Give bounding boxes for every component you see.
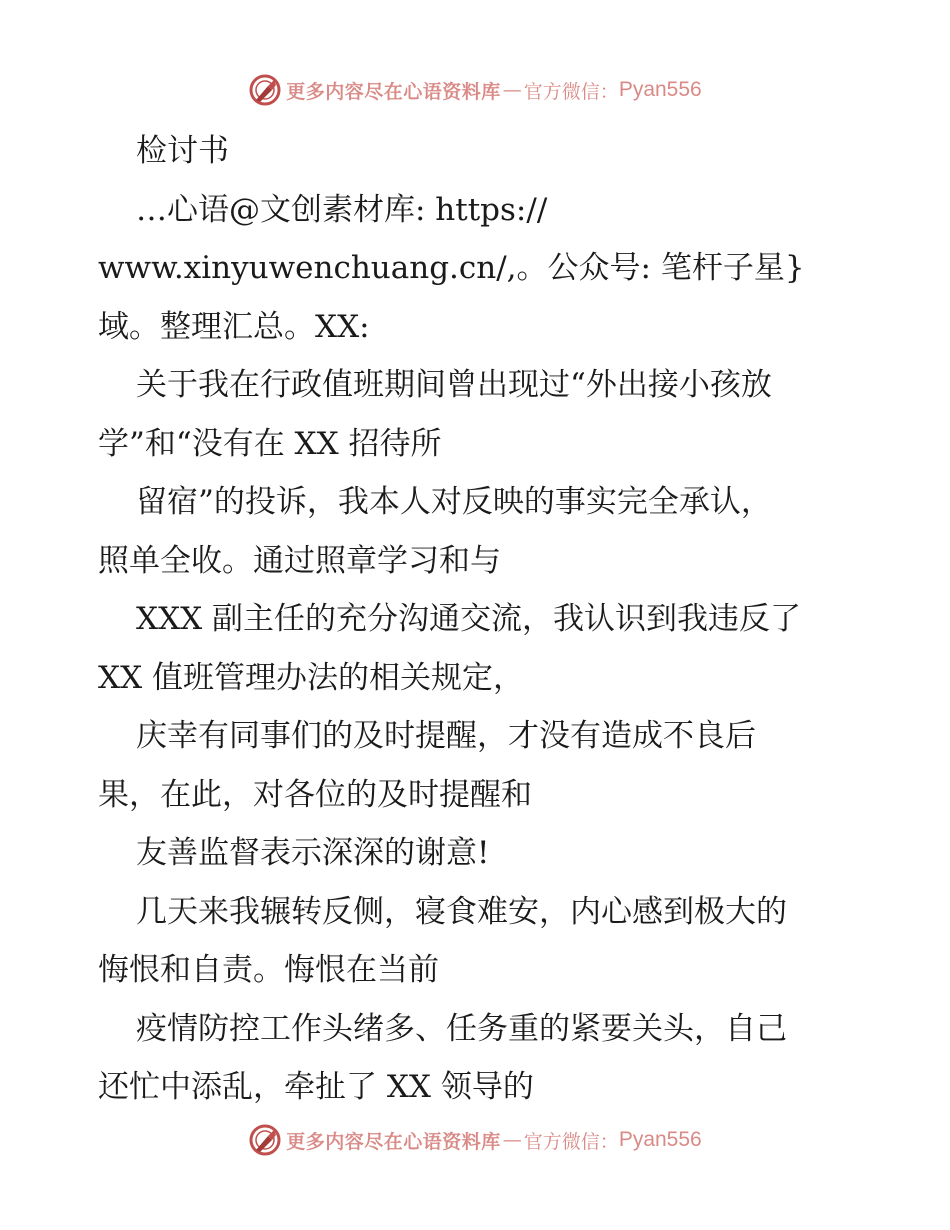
header-banner (0, 70, 950, 110)
text-line: 几天来我辗转反侧，寝食难安，内心感到极大的 (136, 893, 787, 930)
pen-logo-icon (248, 1123, 282, 1157)
text-line: XX 值班管理办法的相关规定， (98, 659, 524, 696)
text-line: 关于我在行政值班期间曾出现过“外出接小孩放 (136, 367, 772, 403)
footer-banner (0, 1120, 950, 1160)
banner-separator: — (502, 1129, 522, 1151)
text-line: www.xinyuwenchuang.cn/,。公众号: 笔杆子星} (98, 250, 805, 286)
text-line: 留宿”的投诉，我本人对反映的事实完全承认， (136, 484, 772, 520)
banner-wechat-label: 官方微信： (523, 1130, 619, 1153)
banner-separator: — (502, 79, 522, 101)
banner-wechat-id: Pyan556 (618, 1128, 702, 1151)
banner-text: 更多内容尽在心语资料库 (286, 80, 501, 103)
text-line: 果，在此，对各位的及时提醒和 (98, 776, 532, 813)
text-line: 域。整理汇总。XX: (98, 308, 370, 345)
banner-text: 更多内容尽在心语资料库 (286, 1130, 501, 1153)
banner-wechat-label: 官方微信： (523, 80, 619, 103)
document-body (98, 122, 858, 1117)
text-line: 还忙中添乱，牵扯了 XX 领导的 (98, 1069, 534, 1105)
text-line: 庆幸有同事们的及时提醒，才没有造成不良后 (136, 718, 756, 754)
text-line: 疫情防控工作头绪多、任务重的紧要关头，自己 (136, 1010, 787, 1047)
document-title: 检讨书 (136, 133, 229, 169)
text-line: …心语@文创素材库: https:// (136, 191, 548, 228)
pen-logo-icon (248, 73, 282, 107)
text-line: XXX 副主任的充分沟通交流，我认识到我违反了 (136, 601, 802, 637)
text-line: 悔恨和自责。悔恨在当前 (98, 952, 439, 988)
text-line: 照单全收。通过照章学习和与 (98, 542, 501, 579)
banner-wechat-id: Pyan556 (618, 78, 702, 101)
text-line: 友善监督表示深深的谢意! (136, 835, 490, 871)
text-line: 学”和“没有在 XX 招待所 (98, 425, 442, 462)
